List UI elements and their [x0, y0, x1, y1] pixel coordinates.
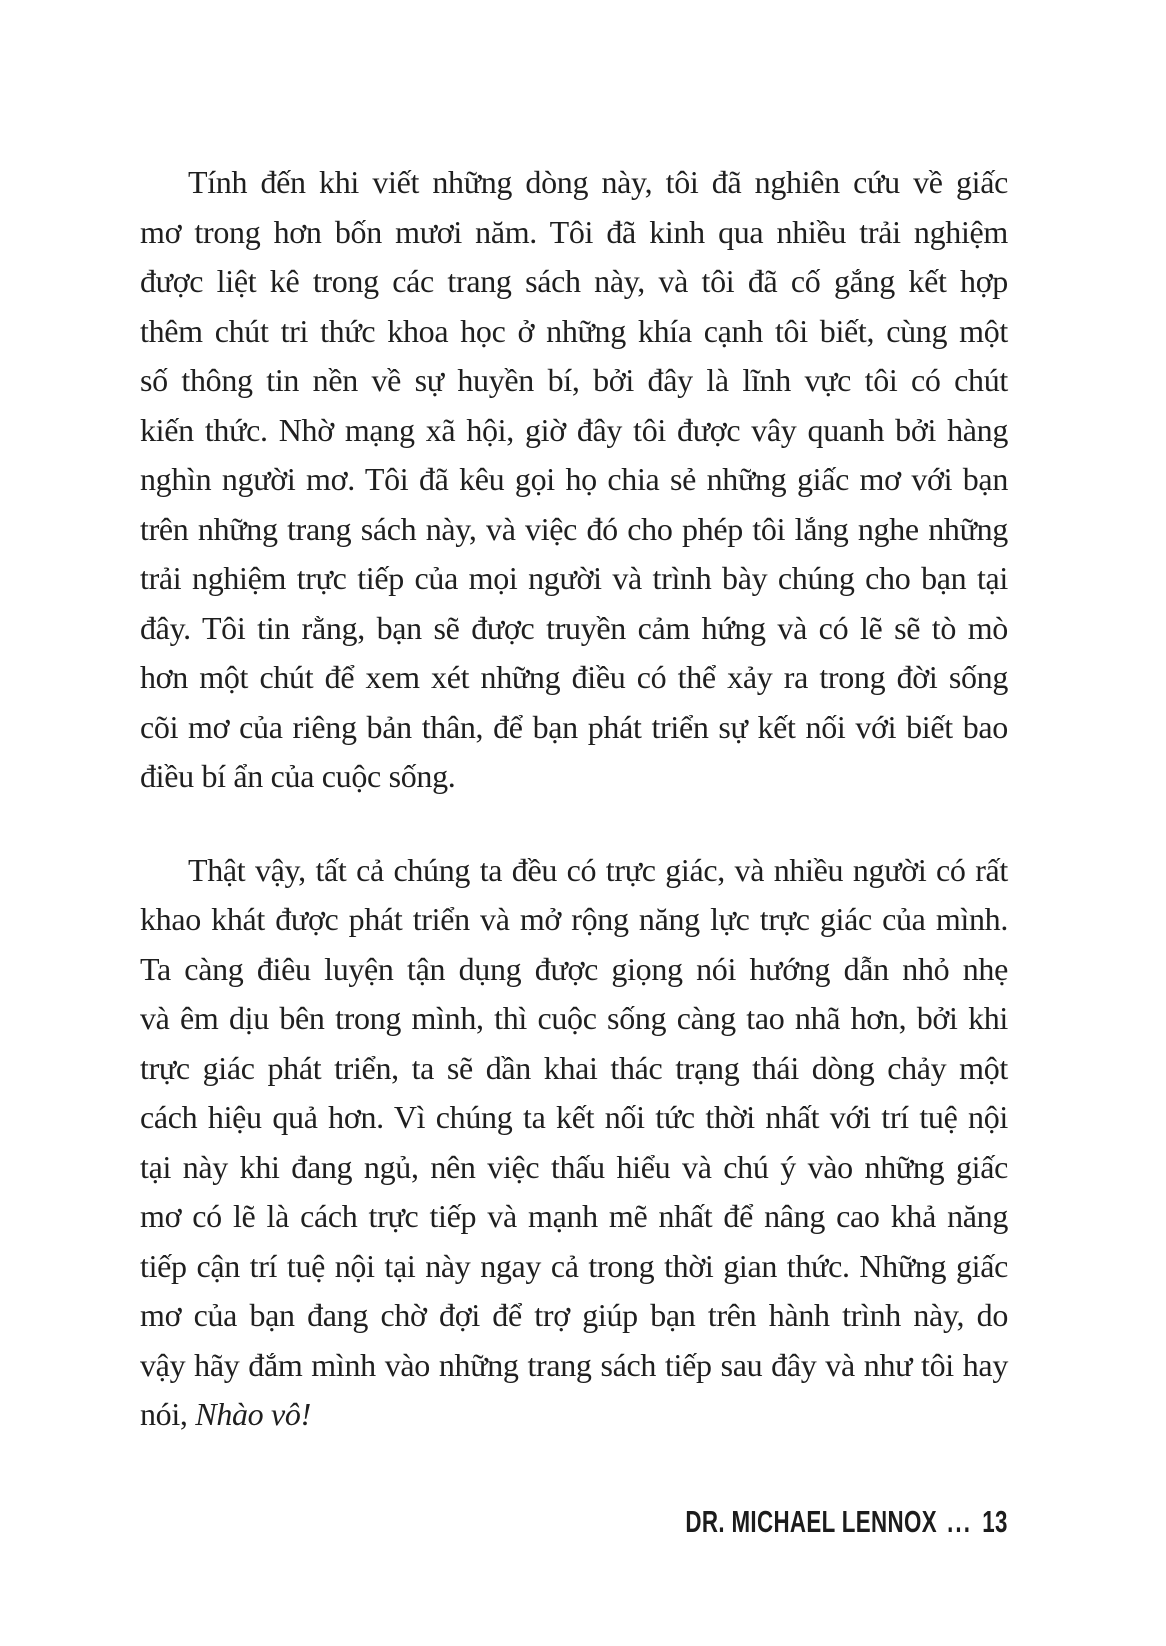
text-line — [140, 505, 1008, 555]
text-segment: mơ có lẽ là cách trực tiếp và mạnh mẽ nhất để nâng cao khả năng — [140, 1198, 1008, 1234]
text-segment: nghìn người mơ. Tôi đã kêu gọi họ chia sẻ những giấc mơ với bạn — [140, 461, 1008, 497]
text-segment: đây. Tôi tin rằng, bạn sẽ được truyền cảm hứng và có lẽ sẽ tò mò — [140, 609, 1008, 646]
text-segment: trải nghiệm trực tiếp của mọi người và trình bày chúng cho bạn tại — [140, 560, 1008, 596]
text-line — [140, 846, 1008, 896]
text-line — [140, 257, 1008, 307]
text-line — [140, 1341, 1008, 1391]
text-segment: tiếp cận trí tuệ nội tại này ngay cả trong thời gian thức. Những giấc — [140, 1247, 1008, 1284]
text-segment: và êm dịu bên trong mình, thì cuộc sống càng tao nhã hơn, bởi khi — [140, 1000, 1008, 1036]
text-segment: cõi mơ của riêng bản thân, để bạn phát triển sự kết nối với biết bao — [140, 708, 1008, 745]
text-line — [140, 1291, 1008, 1341]
text-line — [140, 356, 1008, 406]
text-line — [140, 307, 1008, 357]
text-segment: Thật vậy, tất cả chúng ta đều có trực giác, và nhiều người có rất — [188, 851, 1008, 888]
text-line — [140, 945, 1008, 995]
text-line — [140, 604, 1008, 654]
page-footer — [686, 1506, 1008, 1537]
page-number: 13 — [982, 1504, 1008, 1539]
paragraph — [140, 846, 1008, 1440]
italic-phrase: Nhào vô! — [195, 1396, 311, 1432]
text-line — [140, 1192, 1008, 1242]
text-line — [140, 703, 1008, 753]
text-line — [140, 208, 1008, 258]
text-line — [140, 1242, 1008, 1292]
text-segment: mơ trong hơn bốn mươi năm. Tôi đã kinh qua nhiều trải nghiệm — [140, 213, 1008, 250]
text-line — [140, 994, 1008, 1044]
text-line — [140, 1044, 1008, 1094]
text-segment: điều bí ẩn của cuộc sống. — [140, 758, 456, 794]
footer-separator: ... — [947, 1504, 973, 1539]
text-segment: Tính đến khi viết những dòng này, tôi đã nghiên cứu về giấc — [188, 164, 1008, 200]
text-segment: vậy hãy đắm mình vào những trang sách tiếp sau đây và như tôi hay — [140, 1346, 1008, 1383]
text-segment: thêm chút tri thức khoa học ở những khía cạnh tôi biết, cùng một — [140, 312, 1008, 349]
paragraph — [140, 158, 1008, 802]
text-line — [140, 653, 1008, 703]
text-segment: mơ của bạn đang chờ đợi để trợ giúp bạn trên hành trình này, do — [140, 1297, 1008, 1333]
page-body-text — [140, 158, 1008, 1440]
text-segment: trên những trang sách này, và việc đó cho phép tôi lắng nghe những — [140, 510, 1008, 547]
text-segment: được liệt kê trong các trang sách này, và tôi đã cố gắng kết hợp — [140, 263, 1008, 299]
text-line — [140, 158, 1008, 208]
text-segment: Ta càng điêu luyện tận dụng được giọng nói hướng dẫn nhỏ nhẹ — [140, 950, 1008, 987]
text-segment: kiến thức. Nhờ mạng xã hội, giờ đây tôi được vây quanh bởi hàng — [140, 411, 1008, 448]
text-line — [140, 1390, 1008, 1440]
text-segment: nói, — [140, 1396, 196, 1432]
text-line — [140, 895, 1008, 945]
text-segment: trực giác phát triển, ta sẽ dần khai thác trạng thái dòng chảy một — [140, 1049, 1008, 1086]
text-line — [140, 1093, 1008, 1143]
running-footer-author: DR. MICHAEL LENNOX — [685, 1504, 938, 1539]
text-line — [140, 752, 1008, 802]
text-segment: tại này khi đang ngủ, nên việc thấu hiểu và chú ý vào những giấc — [140, 1148, 1008, 1185]
text-segment: cách hiệu quả hơn. Vì chúng ta kết nối tức thời nhất với trí tuệ nội — [140, 1099, 1008, 1135]
text-line — [140, 1143, 1008, 1193]
text-line — [140, 455, 1008, 505]
text-line — [140, 406, 1008, 456]
text-segment: hơn một chút để xem xét những điều có thể xảy ra trong đời sống — [140, 659, 1008, 695]
text-segment: khao khát được phát triển và mở rộng năng lực trực giác của mình. — [140, 901, 1008, 937]
text-line — [140, 554, 1008, 604]
text-segment: số thông tin nền về sự huyền bí, bởi đây là lĩnh vực tôi có chút — [140, 362, 1008, 398]
